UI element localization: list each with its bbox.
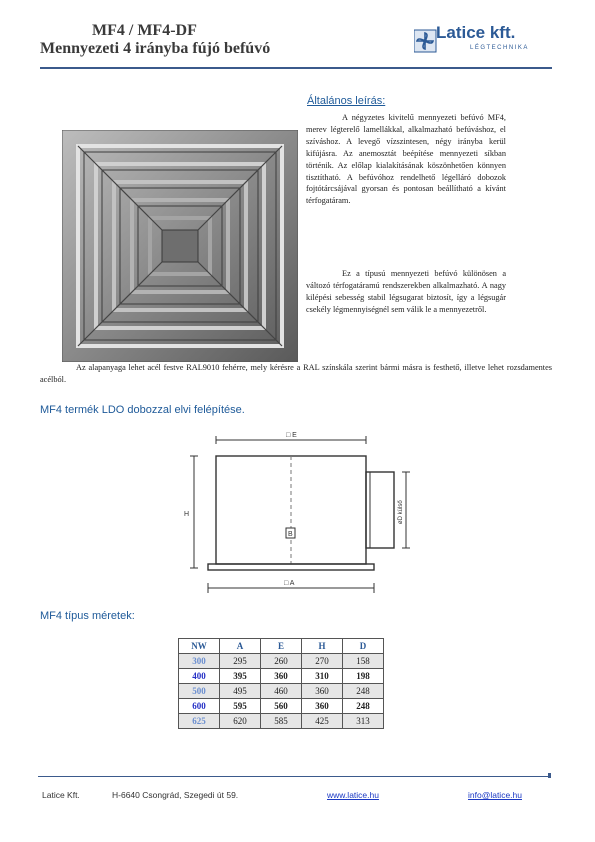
dimensions-table [178, 638, 384, 729]
table-cell: 360 [302, 684, 343, 699]
footer-company: Latice Kft. [42, 790, 80, 800]
table-cell: 313 [343, 714, 384, 729]
general-paragraph-2: Ez a típusú mennyezeti befúvó különösen a változó térfogatáramú rendszerekben alkalmazható. A nagy kilépési sebesség stabil légsugarat biztosít, így a légsugár csekély légmennyiségnél sem válik le a mennyezetről. [306, 269, 506, 314]
ldo-heading: MF4 termék LDO dobozzal elvi felépítése. [40, 404, 245, 416]
document-subtitle: Mennyezeti 4 irányba fújó befúvó [40, 40, 271, 57]
table-cell: 495 [220, 684, 261, 699]
table-row [179, 699, 384, 714]
diagram-label-b: B [288, 531, 293, 538]
ldo-box-diagram [180, 428, 420, 598]
diagram-label-e: □ E [286, 432, 297, 439]
document-title: MF4 / MF4-DF [92, 22, 197, 39]
table-cell: 248 [343, 684, 384, 699]
table-cell: 585 [261, 714, 302, 729]
diagram-label-d: øD külső [398, 500, 404, 524]
table-cell: 395 [220, 669, 261, 684]
table-cell: 295 [220, 654, 261, 669]
company-logo-text: Latice kft. [436, 23, 516, 42]
footer-divider [38, 776, 550, 777]
table-cell: 198 [343, 669, 384, 684]
header-divider [40, 67, 552, 69]
table-cell: 625 [179, 714, 220, 729]
table-cell: 460 [261, 684, 302, 699]
table-cell: 620 [220, 714, 261, 729]
diagram-label-a: □ A [284, 580, 295, 587]
column-header-h: H [302, 639, 343, 654]
diagram-label-h: H [184, 511, 190, 518]
footer-divider-mark [548, 773, 551, 778]
table-cell: 425 [302, 714, 343, 729]
table-row [179, 669, 384, 684]
table-header-row [179, 639, 384, 654]
column-header-d: D [343, 639, 384, 654]
table-cell: 260 [261, 654, 302, 669]
table-cell: 600 [179, 699, 220, 714]
table-row [179, 714, 384, 729]
company-logo-subtitle: LÉGTECHNIKA [470, 45, 529, 51]
product-photo [62, 130, 298, 362]
column-header-e: E [261, 639, 302, 654]
column-header-nw: NW [179, 639, 220, 654]
table-cell: 560 [261, 699, 302, 714]
table-row [179, 654, 384, 669]
table-cell: 270 [302, 654, 343, 669]
dimensions-heading: MF4 típus méretek: [40, 610, 135, 622]
table-cell: 400 [179, 669, 220, 684]
general-heading: Általános leírás: [307, 95, 386, 107]
column-header-a: A [220, 639, 261, 654]
general-paragraph-1: A négyzetes kivitelű mennyezeti befúvó MF4, merev légterelő lamellákkal, alkalmazható befúváshoz, el szíváshoz. A levegő vízszintesen, négy irányba kerül kifújásra. Az anemosztát beépítése mennyezeti síkban történik. Az előlap kialakításának köszönhetően könnyen tisztítható. A befúvóhoz rendelhető légelláró dobozok fojtótárcsájával gyorsan és pontosan beállítható a kívánt térfogatáram. [306, 113, 506, 206]
table-cell: 595 [220, 699, 261, 714]
table-cell: 248 [343, 699, 384, 714]
table-cell: 360 [302, 699, 343, 714]
footer-website-link[interactable]: www.latice.hu [327, 790, 379, 800]
general-paragraph-3: Az alapanyaga lehet acél festve RAL9010 fehérre, mely kérésre a RAL színskála szerint bármi másra is festhető, illetve lehet rozsdamentes acélból. [40, 363, 552, 384]
table-row [179, 684, 384, 699]
footer-email-link[interactable]: info@latice.hu [468, 790, 522, 800]
table-cell: 500 [179, 684, 220, 699]
table-cell: 300 [179, 654, 220, 669]
footer-address: H-6640 Csongrád, Szegedi út 59. [112, 790, 239, 800]
table-cell: 158 [343, 654, 384, 669]
table-cell: 360 [261, 669, 302, 684]
table-cell: 310 [302, 669, 343, 684]
